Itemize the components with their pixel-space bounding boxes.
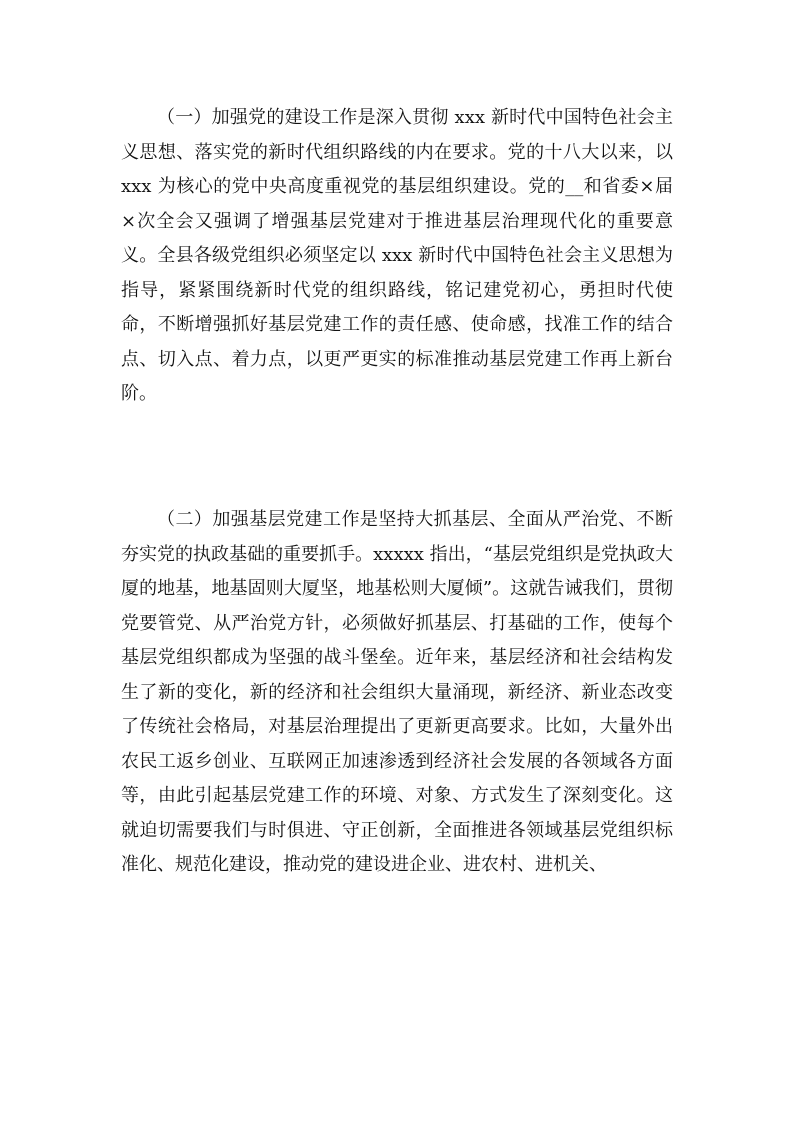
paragraph-one: （一）加强党的建设工作是深入贯彻 xxx 新时代中国特色社会主义思想、落实党的新时代组织路线的内在要求。党的十八大以来，以 xxx 为核心的党中央高度重视党的基层组织建设。党的__和省委×届×次全会又强调了增强基层党建对于推进基层治理现代化的重要意义。全县各级党组织必须坚定以 xxx 新时代中国特色社会主义思想为指导，紧紧围绕新时代党的组织路线，铭记建党初心，勇担时代使命，不断增强抓好基层党建工作的责任感、使命感，找准工作的结合点、切入点、着力点，以更严更实的标准推动基层党建工作再上新台阶。 — [121, 107, 673, 404]
paragraph-two: （二）加强基层党建工作是坚持大抓基层、全面从严治党、不断夯实党的执政基础的重要抓手。xxxxx 指出，“基层党组织是党执政大厦的地基，地基固则大厦坚，地基松则大厦倾”。这就告诫我们，贯彻党要管党、从严治党方针，必须做好抓基层、打基础的工作，使每个基层党组织都成为坚强的战斗堡垒。近年来，基层经济和社会结构发生了新的变化，新的经济和社会组织大量涌现，新经济、新业态改变了传统社会格局，对基层治理提出了更新更高要求。比如，大量外出农民工返乡创业、互联网正加速渗透到经济社会发展的各领域各方面等，由此引起基层党建工作的环境、对象、方式发生了深刻变化。这就迫切需要我们与时俱进、守正创新，全面推进各领域基层党组织标准化、规范化建设，推动党的建设进企业、进农村、进机关、 — [121, 509, 673, 875]
